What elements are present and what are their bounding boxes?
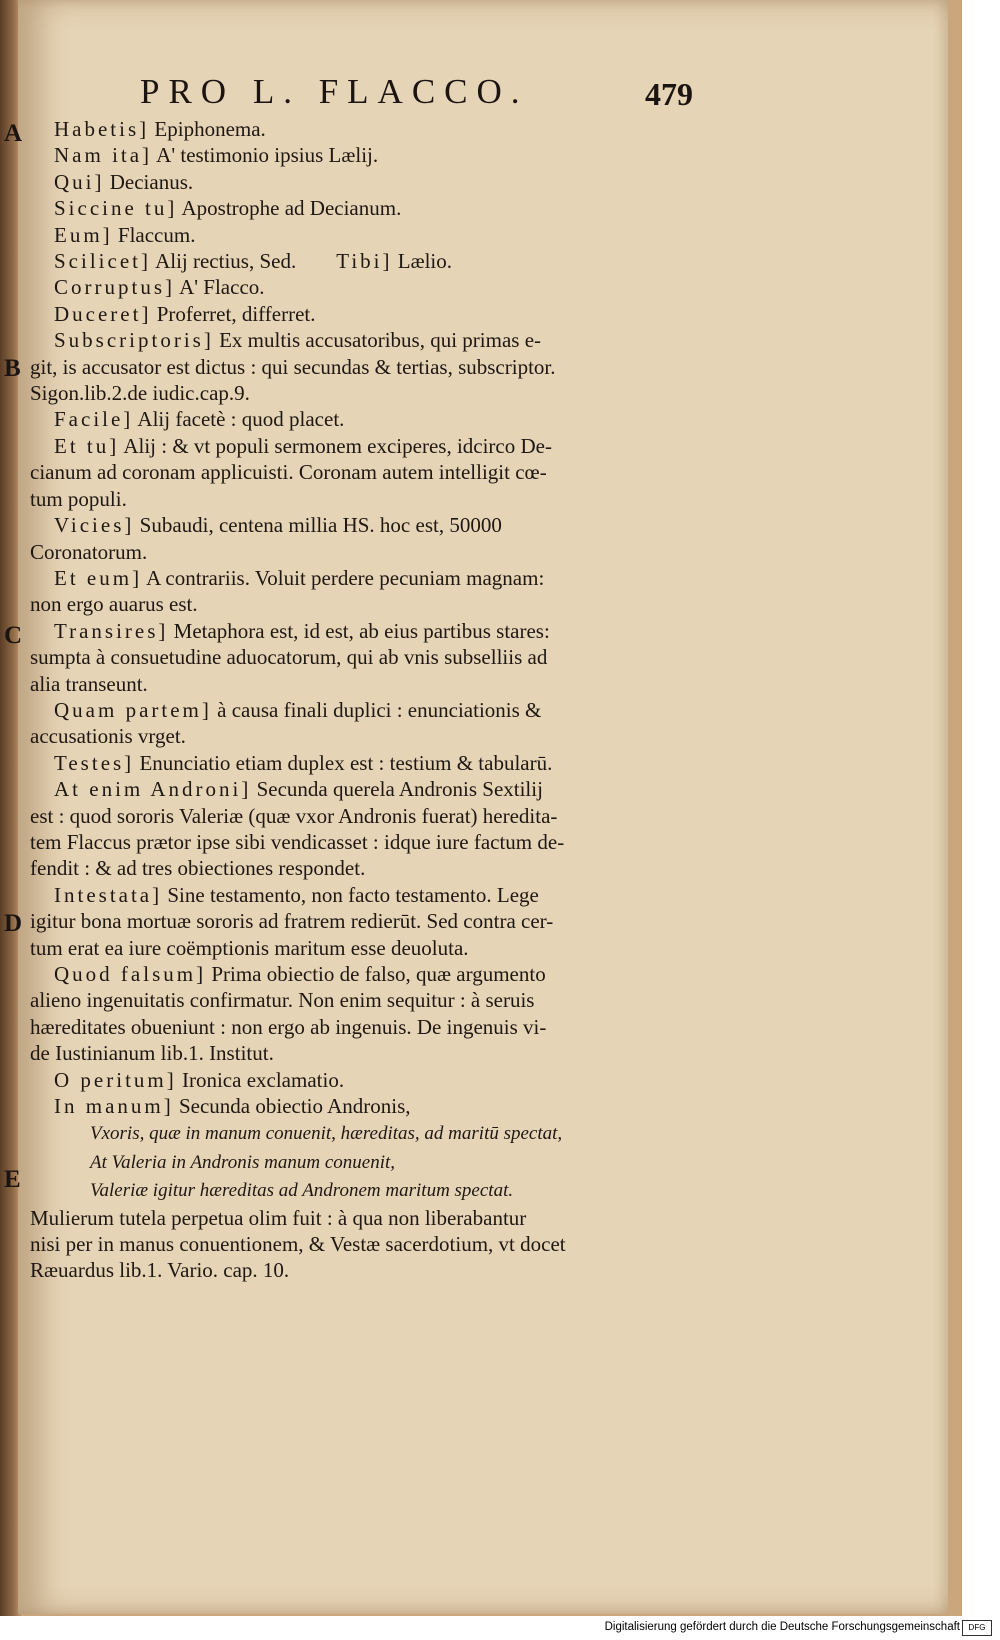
text-line bbox=[30, 1040, 700, 1066]
gloss-text: Alij rectius, Sed. bbox=[150, 249, 297, 274]
gloss-text: Subaudi, centena millia HS. hoc est, 50000 bbox=[134, 513, 502, 538]
lemma: Quam partem] bbox=[54, 697, 212, 722]
lemma: O peritum] bbox=[54, 1067, 177, 1092]
text-line bbox=[30, 565, 700, 591]
text-line bbox=[30, 644, 700, 670]
lemma: At enim Androni] bbox=[54, 777, 252, 802]
gloss-text: alieno ingenuitatis confirmatur. Non enim sequitur : à seruis bbox=[30, 988, 535, 1013]
lemma: Facile] bbox=[54, 407, 134, 432]
text-line bbox=[30, 618, 700, 644]
text-line bbox=[30, 1176, 700, 1204]
text-line bbox=[30, 486, 700, 512]
margin-letter-e: E bbox=[4, 1166, 21, 1193]
text-line bbox=[30, 116, 700, 142]
gloss-text: Decianus. bbox=[104, 169, 194, 194]
gloss-text: Sigon.lib.2.de iudic.cap.9. bbox=[30, 381, 250, 406]
gloss-text: fendit : & ad tres obiectiones respondet. bbox=[30, 856, 366, 881]
lemma: Corruptus] bbox=[54, 275, 175, 300]
lemma: Vicies] bbox=[54, 513, 135, 538]
gloss-text: tum populi. bbox=[30, 486, 127, 511]
gloss-text: hæreditates obueniunt : non ergo ab ingenuis. De ingenuis vi- bbox=[30, 1014, 547, 1039]
text-line bbox=[30, 539, 700, 565]
gloss-text: Secunda obiectio Andronis, bbox=[173, 1094, 411, 1119]
gloss-text: alia transeunt. bbox=[30, 671, 148, 696]
text-line bbox=[30, 987, 700, 1013]
gloss-text: A' Flacco. bbox=[175, 275, 265, 300]
text-line bbox=[30, 776, 700, 802]
gloss-text: sumpta à consuetudine aduocatorum, qui ab vnis subselliis ad bbox=[30, 645, 548, 670]
text-line bbox=[30, 1014, 700, 1040]
text-line bbox=[30, 855, 700, 881]
gloss-text: Flaccum. bbox=[112, 222, 196, 247]
lemma: Qui] bbox=[54, 169, 105, 194]
text-line bbox=[30, 459, 700, 485]
commentary-text bbox=[30, 116, 700, 1284]
lemma: Et tu] bbox=[54, 433, 120, 458]
text-line bbox=[30, 169, 700, 195]
lemma: Quod falsum] bbox=[54, 962, 207, 986]
lemma: Testes] bbox=[54, 750, 135, 775]
gloss-text: Prima obiectio de falso, quæ argumento bbox=[206, 962, 546, 986]
text-line bbox=[30, 961, 700, 987]
text-line bbox=[30, 142, 700, 168]
text-line bbox=[30, 1148, 700, 1176]
gloss-text: Sine testamento, non facto testamento. Lege bbox=[162, 882, 539, 907]
text-line bbox=[30, 274, 700, 300]
margin-letter-d: D bbox=[4, 910, 23, 937]
gloss-text: Coronatorum. bbox=[30, 539, 148, 564]
text-line bbox=[30, 1231, 700, 1257]
running-head: PRO L. FLACCO. bbox=[140, 72, 529, 111]
gloss-text: Proferret, differret. bbox=[151, 301, 316, 326]
gloss-text: accusationis vrget. bbox=[30, 724, 186, 749]
text-line bbox=[30, 301, 700, 327]
gloss-text: Secunda querela Andronis Sextilij bbox=[251, 777, 543, 802]
text-line bbox=[30, 803, 700, 829]
gloss-text: Lælio. bbox=[392, 249, 453, 274]
margin-letter-b: B bbox=[4, 355, 21, 382]
text-line bbox=[30, 1093, 700, 1119]
margin-letter-a: A bbox=[4, 120, 23, 147]
gloss-text: Ex multis accusatoribus, qui primas e- bbox=[213, 328, 542, 353]
lemma: Eum] bbox=[54, 222, 113, 247]
text-line bbox=[30, 380, 700, 406]
page-number: 479 bbox=[645, 76, 693, 112]
text-line bbox=[30, 406, 700, 432]
syllogism-line: At Valeria in Andronis manum conuenit, bbox=[90, 1151, 396, 1173]
gloss-text: cianum ad coronam applicuisti. Coronam autem intelligit cœ- bbox=[30, 460, 547, 485]
lemma: In manum] bbox=[54, 1094, 174, 1119]
text-line bbox=[30, 1205, 700, 1231]
gloss-text: tum erat ea iure coëmptionis maritum esse deuoluta. bbox=[30, 935, 469, 960]
lemma: Intestata] bbox=[54, 882, 163, 907]
text-line bbox=[30, 222, 700, 248]
text-line bbox=[30, 882, 700, 908]
text-line bbox=[30, 327, 700, 353]
text-line bbox=[30, 723, 700, 749]
text-line bbox=[30, 829, 700, 855]
gloss-text: nisi per in manus conuentionem, & Vestæ sacerdotium, vt docet bbox=[30, 1232, 566, 1257]
gloss-text: à causa finali duplici : enunciationis & bbox=[211, 697, 542, 722]
gloss-text: tem Flaccus prætor ipse sibi vendicasset : idque iure factum de- bbox=[30, 829, 565, 854]
dfg-logo: DFG bbox=[962, 1620, 992, 1636]
text-line bbox=[30, 1257, 700, 1283]
lemma: Scilicet] bbox=[54, 249, 151, 274]
lemma: Nam ita] bbox=[54, 143, 153, 168]
gloss-text: Metaphora est, id est, ab eius partibus stares: bbox=[168, 618, 550, 643]
gloss-text: Alij : & vt populi sermonem exciperes, idcirco De- bbox=[119, 433, 552, 458]
gloss-text: Mulierum tutela perpetua olim fuit : à qua non liberabantur bbox=[30, 1205, 527, 1230]
text-line bbox=[30, 354, 700, 380]
text-line bbox=[30, 908, 700, 934]
text-line bbox=[30, 671, 700, 697]
lemma: Duceret] bbox=[54, 301, 152, 326]
text-line bbox=[30, 750, 700, 776]
gloss-text: non ergo auarus est. bbox=[30, 592, 198, 617]
gloss-text: Alij facetè : quod placet. bbox=[133, 407, 345, 432]
gloss-text: A contrariis. Voluit perdere pecuniam magnam: bbox=[142, 565, 545, 590]
lemma: Et eum] bbox=[54, 565, 143, 590]
gloss-text: igitur bona mortuæ sororis ad fratrem redierūt. Sed contra cer- bbox=[30, 909, 554, 934]
syllogism-line: Valeriæ igitur hæreditas ad Andronem maritum spectat. bbox=[90, 1180, 514, 1202]
text-line bbox=[30, 433, 700, 459]
text-line bbox=[30, 591, 700, 617]
gloss-text: A' testimonio ipsius Lælij. bbox=[152, 143, 379, 168]
lemma: Habetis] bbox=[54, 117, 150, 141]
gloss-text: git, is accusator est dictus : qui secundas & tertias, subscriptor. bbox=[30, 354, 556, 379]
text-line bbox=[30, 1119, 700, 1147]
gloss-text: est : quod sororis Valeriæ (quæ vxor Andronis fuerat) heredita- bbox=[30, 803, 558, 828]
gloss-text: Enunciatio etiam duplex est : testium & tabularū. bbox=[134, 750, 553, 775]
digitization-credit: Digitalisierung gefördert durch die Deutsche Forschungsgemeinschaft bbox=[604, 1621, 960, 1633]
lemma: Subscriptoris] bbox=[54, 328, 214, 353]
gloss-text: Apostrophe ad Decianum. bbox=[177, 196, 402, 221]
text-line bbox=[30, 697, 700, 723]
lemma: Transires] bbox=[54, 618, 169, 643]
gloss-text: Ræuardus lib.1. Vario. cap. 10. bbox=[30, 1258, 290, 1283]
text-line bbox=[30, 512, 700, 538]
lemma: Tibi] bbox=[336, 249, 393, 274]
lemma: Siccine tu] bbox=[54, 196, 178, 221]
text-line bbox=[30, 1067, 700, 1093]
gloss-text: Epiphonema. bbox=[149, 117, 266, 141]
gloss-text: Ironica exclamatio. bbox=[176, 1067, 345, 1092]
margin-letter-c: C bbox=[4, 622, 23, 649]
text-line bbox=[30, 248, 700, 274]
text-line bbox=[30, 195, 700, 221]
gloss-text: de Iustinianum lib.1. Institut. bbox=[30, 1041, 274, 1066]
syllogism-line: Vxoris, quæ in manum conuenit, hæreditas, ad maritū spectat, bbox=[90, 1123, 563, 1145]
text-line bbox=[30, 935, 700, 961]
